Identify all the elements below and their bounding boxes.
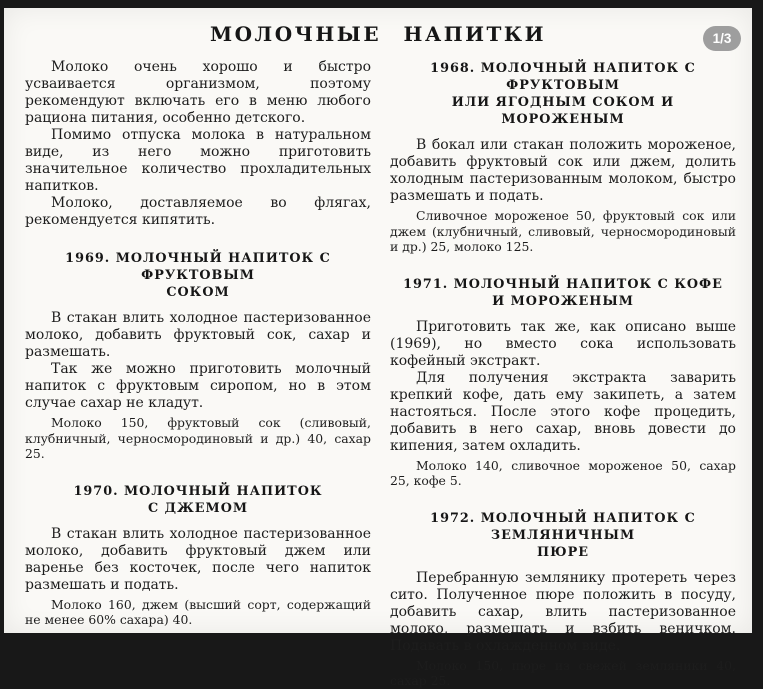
recipe-heading-line: 1970. МОЛОЧНЫЙ НАПИТОК — [73, 483, 323, 499]
two-column-layout — [4, 46, 752, 689]
recipe-section-1971 — [390, 276, 736, 489]
recipe-heading-line: 1971. МОЛОЧНЫЙ НАПИТОК С КОФЕ — [403, 276, 723, 292]
pager-badge: 1/3 — [703, 26, 741, 51]
recipe-paragraph: Так же можно приготовить молочный напиток с фруктовым сиропом, но в этом случае сахар не кладут. — [25, 361, 371, 411]
recipe-paragraph: Для получения экстракта заварить крепкий кофе, дать ему закипеть, а затем настояться. После этого кофе процедить, добавить в него сахар, вновь довести до кипения, затем охладить. — [390, 369, 736, 454]
recipe-heading-line: 1968. МОЛОЧНЫЙ НАПИТОК С ФРУКТОВЫМ — [430, 61, 696, 93]
column-left — [25, 59, 371, 689]
recipe-ingredients: Молоко 150, пюре из свежей земляники 40, сахар 25. — [390, 657, 736, 688]
document-page — [4, 8, 752, 688]
recipe-section-1968 — [390, 60, 736, 255]
recipe-section-1970 — [25, 483, 371, 628]
intro-paragraph: Молоко, доставляемое во флягах, рекомендуется кипятить. — [25, 195, 371, 228]
recipe-ingredients: Молоко 140, сливочное мороженое 50, сахар 25, кофе 5. — [390, 457, 736, 488]
recipe-ingredients: Молоко 150, фруктовый сок (сливовый, клубничный, черносмородиновый и др.) 40, сахар 25. — [25, 415, 371, 461]
column-right — [390, 59, 736, 689]
recipe-heading-line: С ДЖЕМОМ — [147, 500, 249, 516]
recipe-heading-line: ИЛИ ЯГОДНЫМ СОКОМ И МОРОЖЕНЫМ — [451, 95, 675, 127]
recipe-paragraph: Перебранную землянику протереть через сито. Полученное пюре положить в посуду, добавить сахар, влить пастеризованное молоко, размешать и взбить веничком. Подавать в охлажденном виде. — [390, 569, 736, 654]
recipe-heading — [390, 276, 736, 310]
recipe-paragraph: В стакан влить холодное пастеризованное молоко, добавить фруктовый сок, сахар и размешать. — [25, 310, 371, 360]
recipe-heading — [25, 483, 371, 517]
recipe-section-1972 — [390, 510, 736, 689]
recipe-paragraph: Приготовить так же, как описано выше (1969), но вместо сока использовать кофейный экстракт. — [390, 318, 736, 369]
intro-paragraph: Помимо отпуска молока в натуральном виде, из него можно приготовить значительное количество прохладительных напитков. — [25, 127, 371, 194]
recipe-paragraph: В стакан влить холодное пастеризованное молоко, добавить фруктовый джем или варенье без косточек, после чего напиток размешать и подать. — [25, 525, 371, 593]
recipe-heading-line: 1969. МОЛОЧНЫЙ НАПИТОК С ФРУКТОВЫМ — [65, 251, 331, 283]
recipe-ingredients: Молоко 160, джем (высший сорт, содержащий не менее 60% сахара) 40. — [25, 596, 371, 627]
page-title: МОЛОЧНЫЕ НАПИТКИ — [209, 22, 546, 46]
intro-paragraph: Молоко очень хорошо и быстро усваивается организмом, поэтому рекомендуют включать его в меню любого рациона питания, особенно детского. — [25, 59, 371, 126]
recipe-heading — [390, 510, 736, 561]
recipe-heading-line: ПЮРЕ — [537, 544, 589, 560]
recipe-ingredients: Сливочное мороженое 50, фруктовый сок или джем (клубничный, сливовый, черносмородиновый и др.) 25, молоко 125. — [390, 208, 736, 254]
recipe-paragraph: В бокал или стакан положить мороженое, добавить фруктовый сок или джем, долить холодным пастеризованным молоком, быстро размешать и подать. — [390, 137, 736, 204]
recipe-heading-line: И МОРОЖЕНЫМ — [492, 293, 634, 309]
recipe-section-1969 — [25, 250, 371, 462]
recipe-heading — [390, 60, 736, 128]
recipe-heading-line: СОКОМ — [166, 285, 230, 300]
recipe-heading — [25, 250, 371, 301]
recipe-heading-line: 1972. МОЛОЧНЫЙ НАПИТОК С ЗЕМЛЯНИЧНЫМ — [430, 510, 696, 543]
